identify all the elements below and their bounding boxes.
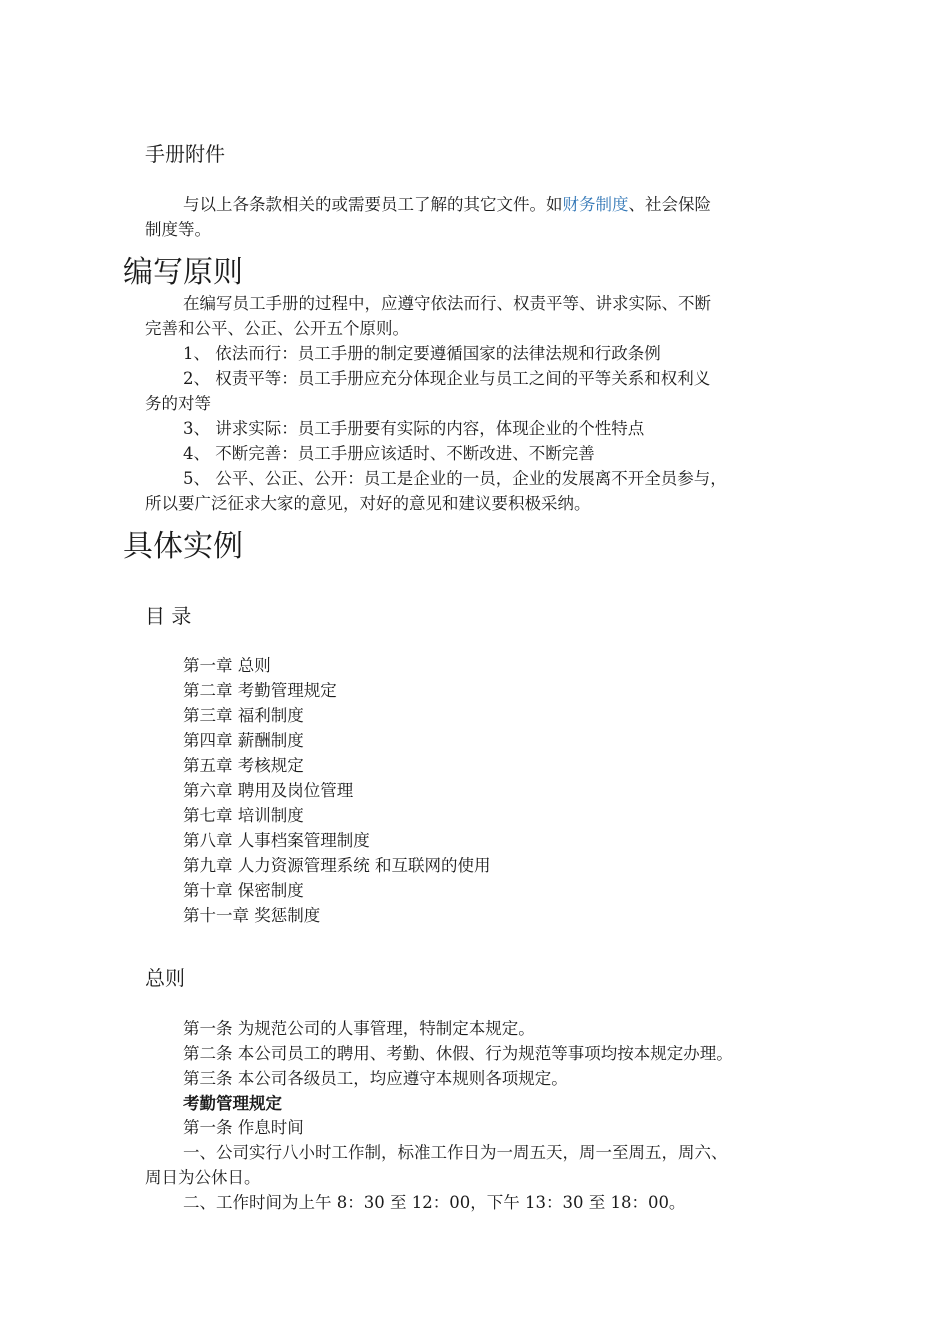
principle-item-5-line2: 所以要广泛征求大家的意见，对好的意见和建议要积极采纳。 [145,494,591,513]
toc-item[interactable]: 第三章 福利制度 [183,706,304,725]
principle-item-2-line2: 务的对等 [145,394,211,413]
toc-heading: 目 录 [145,604,192,628]
principle-item-5-line1: 5、 公平、公正、公开：员工是企业的一员，企业的发展离不开全员参与， [183,469,727,488]
general-article-2: 第二条 本公司员工的聘用、考勤、休假、行为规范等事项均按本规定办理。 [183,1044,733,1063]
attendance-rule-2: 二、工作时间为上午 8：30 至 12：00，下午 13：30 至 18：00。 [183,1193,686,1212]
attendance-rule-1-line1: 一、公司实行八小时工作制，标准工作日为一周五天，周一至周五，周六、 [183,1143,728,1162]
attendance-title: 考勤管理规定 [183,1094,282,1113]
attendance-article-1: 第一条 作息时间 [183,1118,304,1137]
attachments-paragraph-line1 [183,191,711,215]
principles-intro-line1: 在编写员工手册的过程中，应遵守依法而行、权责平等、讲求实际、不断 [183,294,711,313]
principles-intro-line2: 完善和公平、公正、公开五个原则。 [145,319,409,338]
principle-item-2-line1: 2、 权责平等：员工手册应充分体现企业与员工之间的平等关系和权利义 [183,369,711,388]
toc-item[interactable]: 第五章 考核规定 [183,756,304,775]
toc-item[interactable]: 第六章 聘用及岗位管理 [183,781,354,800]
general-heading: 总则 [145,966,185,990]
toc-item[interactable]: 第二章 考勤管理规定 [183,681,337,700]
toc-item[interactable]: 第十一章 奖惩制度 [183,906,321,925]
principles-heading: 编写原则 [123,255,243,290]
toc-item[interactable]: 第一章 总则 [183,656,271,675]
principle-item-1: 1、 依法而行：员工手册的制定要遵循国家的法律法规和行政条例 [183,344,661,363]
finance-system-link[interactable]: 财务制度 [562,195,629,214]
toc-item[interactable]: 第八章 人事档案管理制度 [183,831,370,850]
attendance-rule-1-line2: 周日为公休日。 [145,1168,261,1187]
principle-item-3: 3、 讲求实际：员工手册要有实际的内容，体现企业的个性特点 [183,419,645,438]
toc-item[interactable]: 第十章 保密制度 [183,881,304,900]
toc-item[interactable]: 第七章 培训制度 [183,806,304,825]
example-heading: 具体实例 [123,529,243,564]
attachments-text-before: 与以上各条款相关的或需要员工了解的其它文件。如 [183,195,563,214]
attachments-paragraph-line2: 制度等。 [145,220,211,239]
general-article-3: 第三条 本公司各级员工，均应遵守本规则各项规定。 [183,1069,568,1088]
toc-item[interactable]: 第四章 薪酬制度 [183,731,304,750]
attachments-text-after: 、社会保险 [628,195,711,214]
general-article-1: 第一条 为规范公司的人事管理，特制定本规定。 [183,1019,535,1038]
principle-item-4: 4、 不断完善：员工手册应该适时、不断改进、不断完善 [183,444,595,463]
toc-item[interactable]: 第九章 人力资源管理系统 和互联网的使用 [183,856,491,875]
attachments-heading: 手册附件 [145,142,225,166]
